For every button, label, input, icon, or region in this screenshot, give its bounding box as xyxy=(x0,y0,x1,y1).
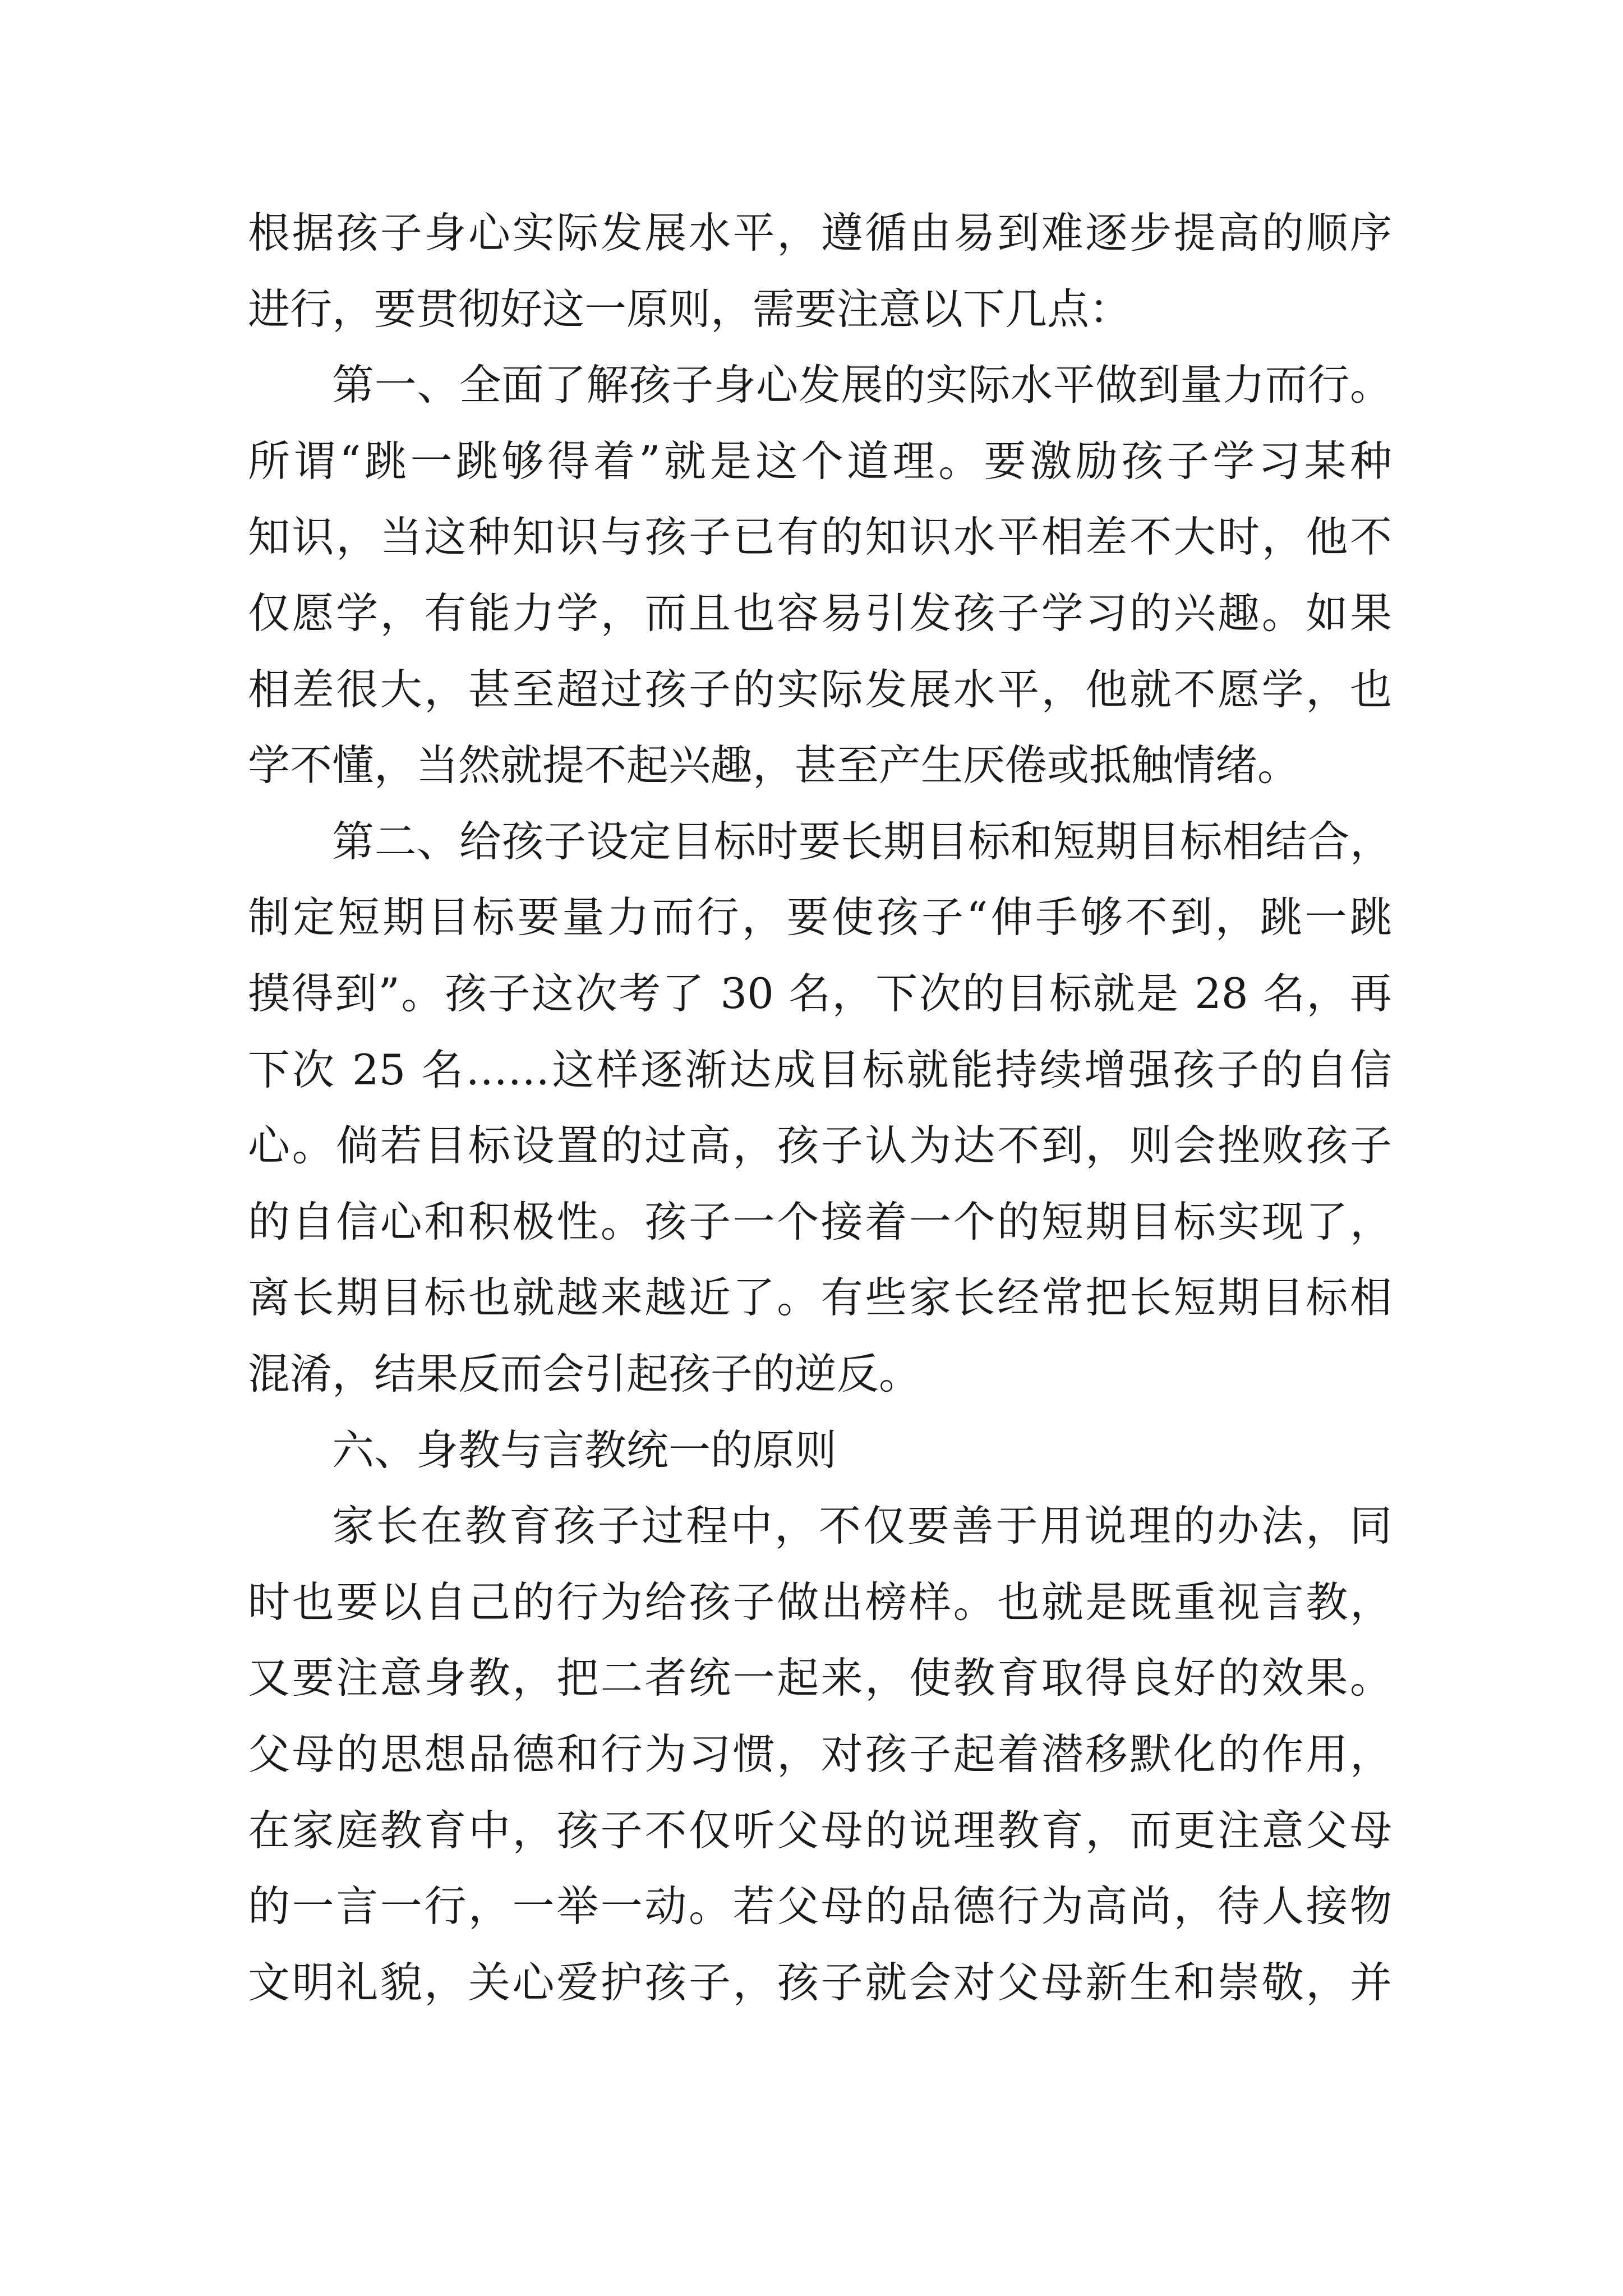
text-line: 时也要以自己的行为给孩子做出榜样。也就是既重视言教， xyxy=(248,1577,1392,1627)
text-line: 离长期目标也就越来越近了。有些家长经常把长短期目标相 xyxy=(248,1273,1392,1323)
text-line: 第二、给孩子设定目标时要长期目标和短期目标相结合， xyxy=(332,816,1392,866)
text-line: 学不懂，当然就提不起兴趣，甚至产生厌倦或抵触情绪。 xyxy=(248,740,1300,790)
text-line: 父母的思想品德和行为习惯，对孩子起着潜移默化的作用， xyxy=(248,1729,1392,1779)
text-line: 知识，当这种知识与孩子已有的知识水平相差不大时，他不 xyxy=(248,512,1392,562)
text-line: 仅愿学，有能力学，而且也容易引发孩子学习的兴趣。如果 xyxy=(248,588,1392,638)
text-line: 制定短期目标要量力而行，要使孩子“伸手够不到，跳一跳 xyxy=(248,892,1392,942)
text-line: 文明礼貌，关心爱护孩子，孩子就会对父母新生和崇敬，并 xyxy=(248,1957,1392,2007)
text-line: 第一、全面了解孩子身心发展的实际水平做到量力而行。 xyxy=(332,360,1392,410)
text-line: 摸得到”。孩子这次考了 30 名，下次的目标就是 28 名，再 xyxy=(248,969,1392,1018)
text-line: 心。倘若目标设置的过高，孩子认为达不到，则会挫败孩子 xyxy=(248,1121,1392,1171)
text-line: 根据孩子身心实际发展水平，遵循由易到难逐步提高的顺序 xyxy=(248,208,1392,257)
text-line: 下次 25 名……这样逐渐达成目标就能持续增强孩子的自信 xyxy=(248,1045,1392,1094)
text-line: 混淆，结果反而会引起孩子的逆反。 xyxy=(248,1349,921,1398)
text-line: 的自信心和积极性。孩子一个接着一个的短期目标实现了， xyxy=(248,1197,1392,1246)
text-line: 的一言一行，一举一动。若父母的品德行为高尚，待人接物 xyxy=(248,1881,1392,1931)
text-line: 相差很大，甚至超过孩子的实际发展水平，他就不愿学，也 xyxy=(248,664,1392,714)
text-line: 所谓“跳一跳够得着”就是这个道理。要激励孩子学习某种 xyxy=(248,436,1392,486)
text-line: 家长在教育孩子过程中，不仅要善于用说理的办法，同 xyxy=(332,1501,1392,1551)
text-line: 在家庭教育中，孩子不仅听父母的说理教育，而更注意父母 xyxy=(248,1805,1392,1855)
text-line: 又要注意身教，把二者统一起来，使教育取得良好的效果。 xyxy=(248,1653,1392,1703)
section-heading: 六、身教与言教统一的原则 xyxy=(332,1425,837,1475)
text-line: 进行，要贯彻好这一原则，需要注意以下几点： xyxy=(248,284,1132,334)
